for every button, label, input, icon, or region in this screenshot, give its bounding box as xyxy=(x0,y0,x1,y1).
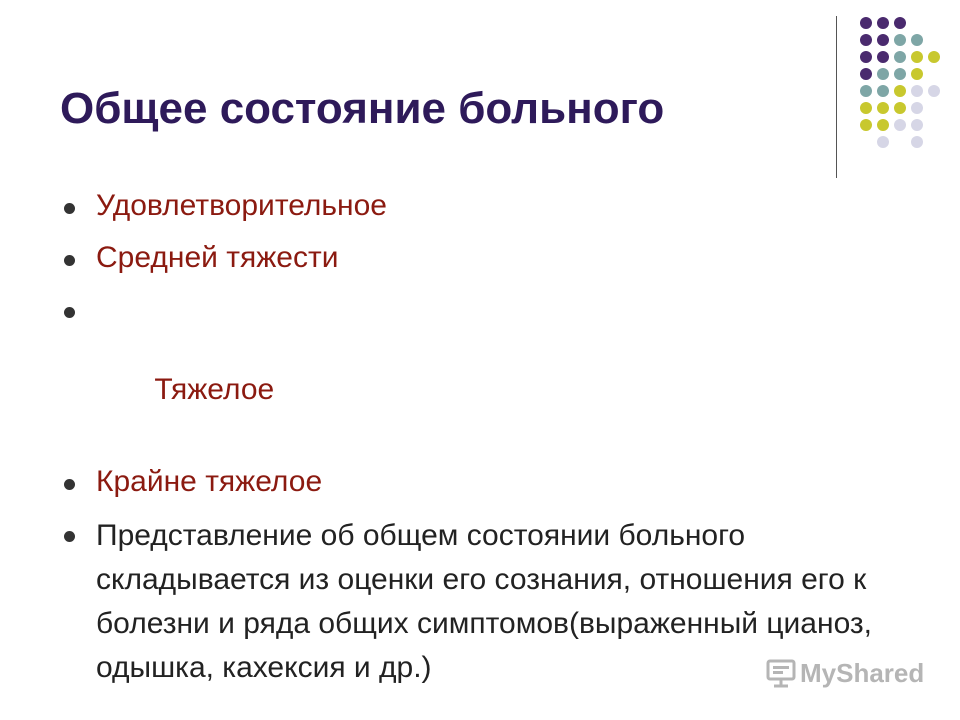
bullet-dot-icon xyxy=(64,255,75,266)
bullet-item xyxy=(62,186,922,226)
title-divider xyxy=(836,16,837,178)
bullet-dot-icon xyxy=(64,203,75,214)
bullet-dot-icon xyxy=(64,479,75,490)
bullet-item xyxy=(62,462,922,502)
bullet-list xyxy=(62,186,925,702)
decorative-dot-grid xyxy=(848,12,948,162)
bullet-item xyxy=(62,290,922,450)
bullet-dot-icon xyxy=(64,307,75,318)
bullet-item xyxy=(62,238,922,278)
bullet-text: Крайне тяжелое xyxy=(96,465,323,498)
slide-title: Общее состояние больного xyxy=(60,84,665,133)
bullet-text: Удовлетворительное xyxy=(96,189,387,222)
watermark-text: MyShared xyxy=(800,657,925,688)
bullet-text: Тяжелое xyxy=(146,373,275,406)
bullet-text: Представление об общем состоянии больного складывается из оценки его сознания, отношения его к болезни и ряда общих симптомов(выраженный цианоз, одышка, кахексия и др.) xyxy=(96,519,873,684)
presentation-icon xyxy=(766,658,796,688)
watermark xyxy=(766,656,924,690)
bullet-dot-icon xyxy=(64,531,75,542)
bullet-text: Средней тяжести xyxy=(96,241,339,274)
